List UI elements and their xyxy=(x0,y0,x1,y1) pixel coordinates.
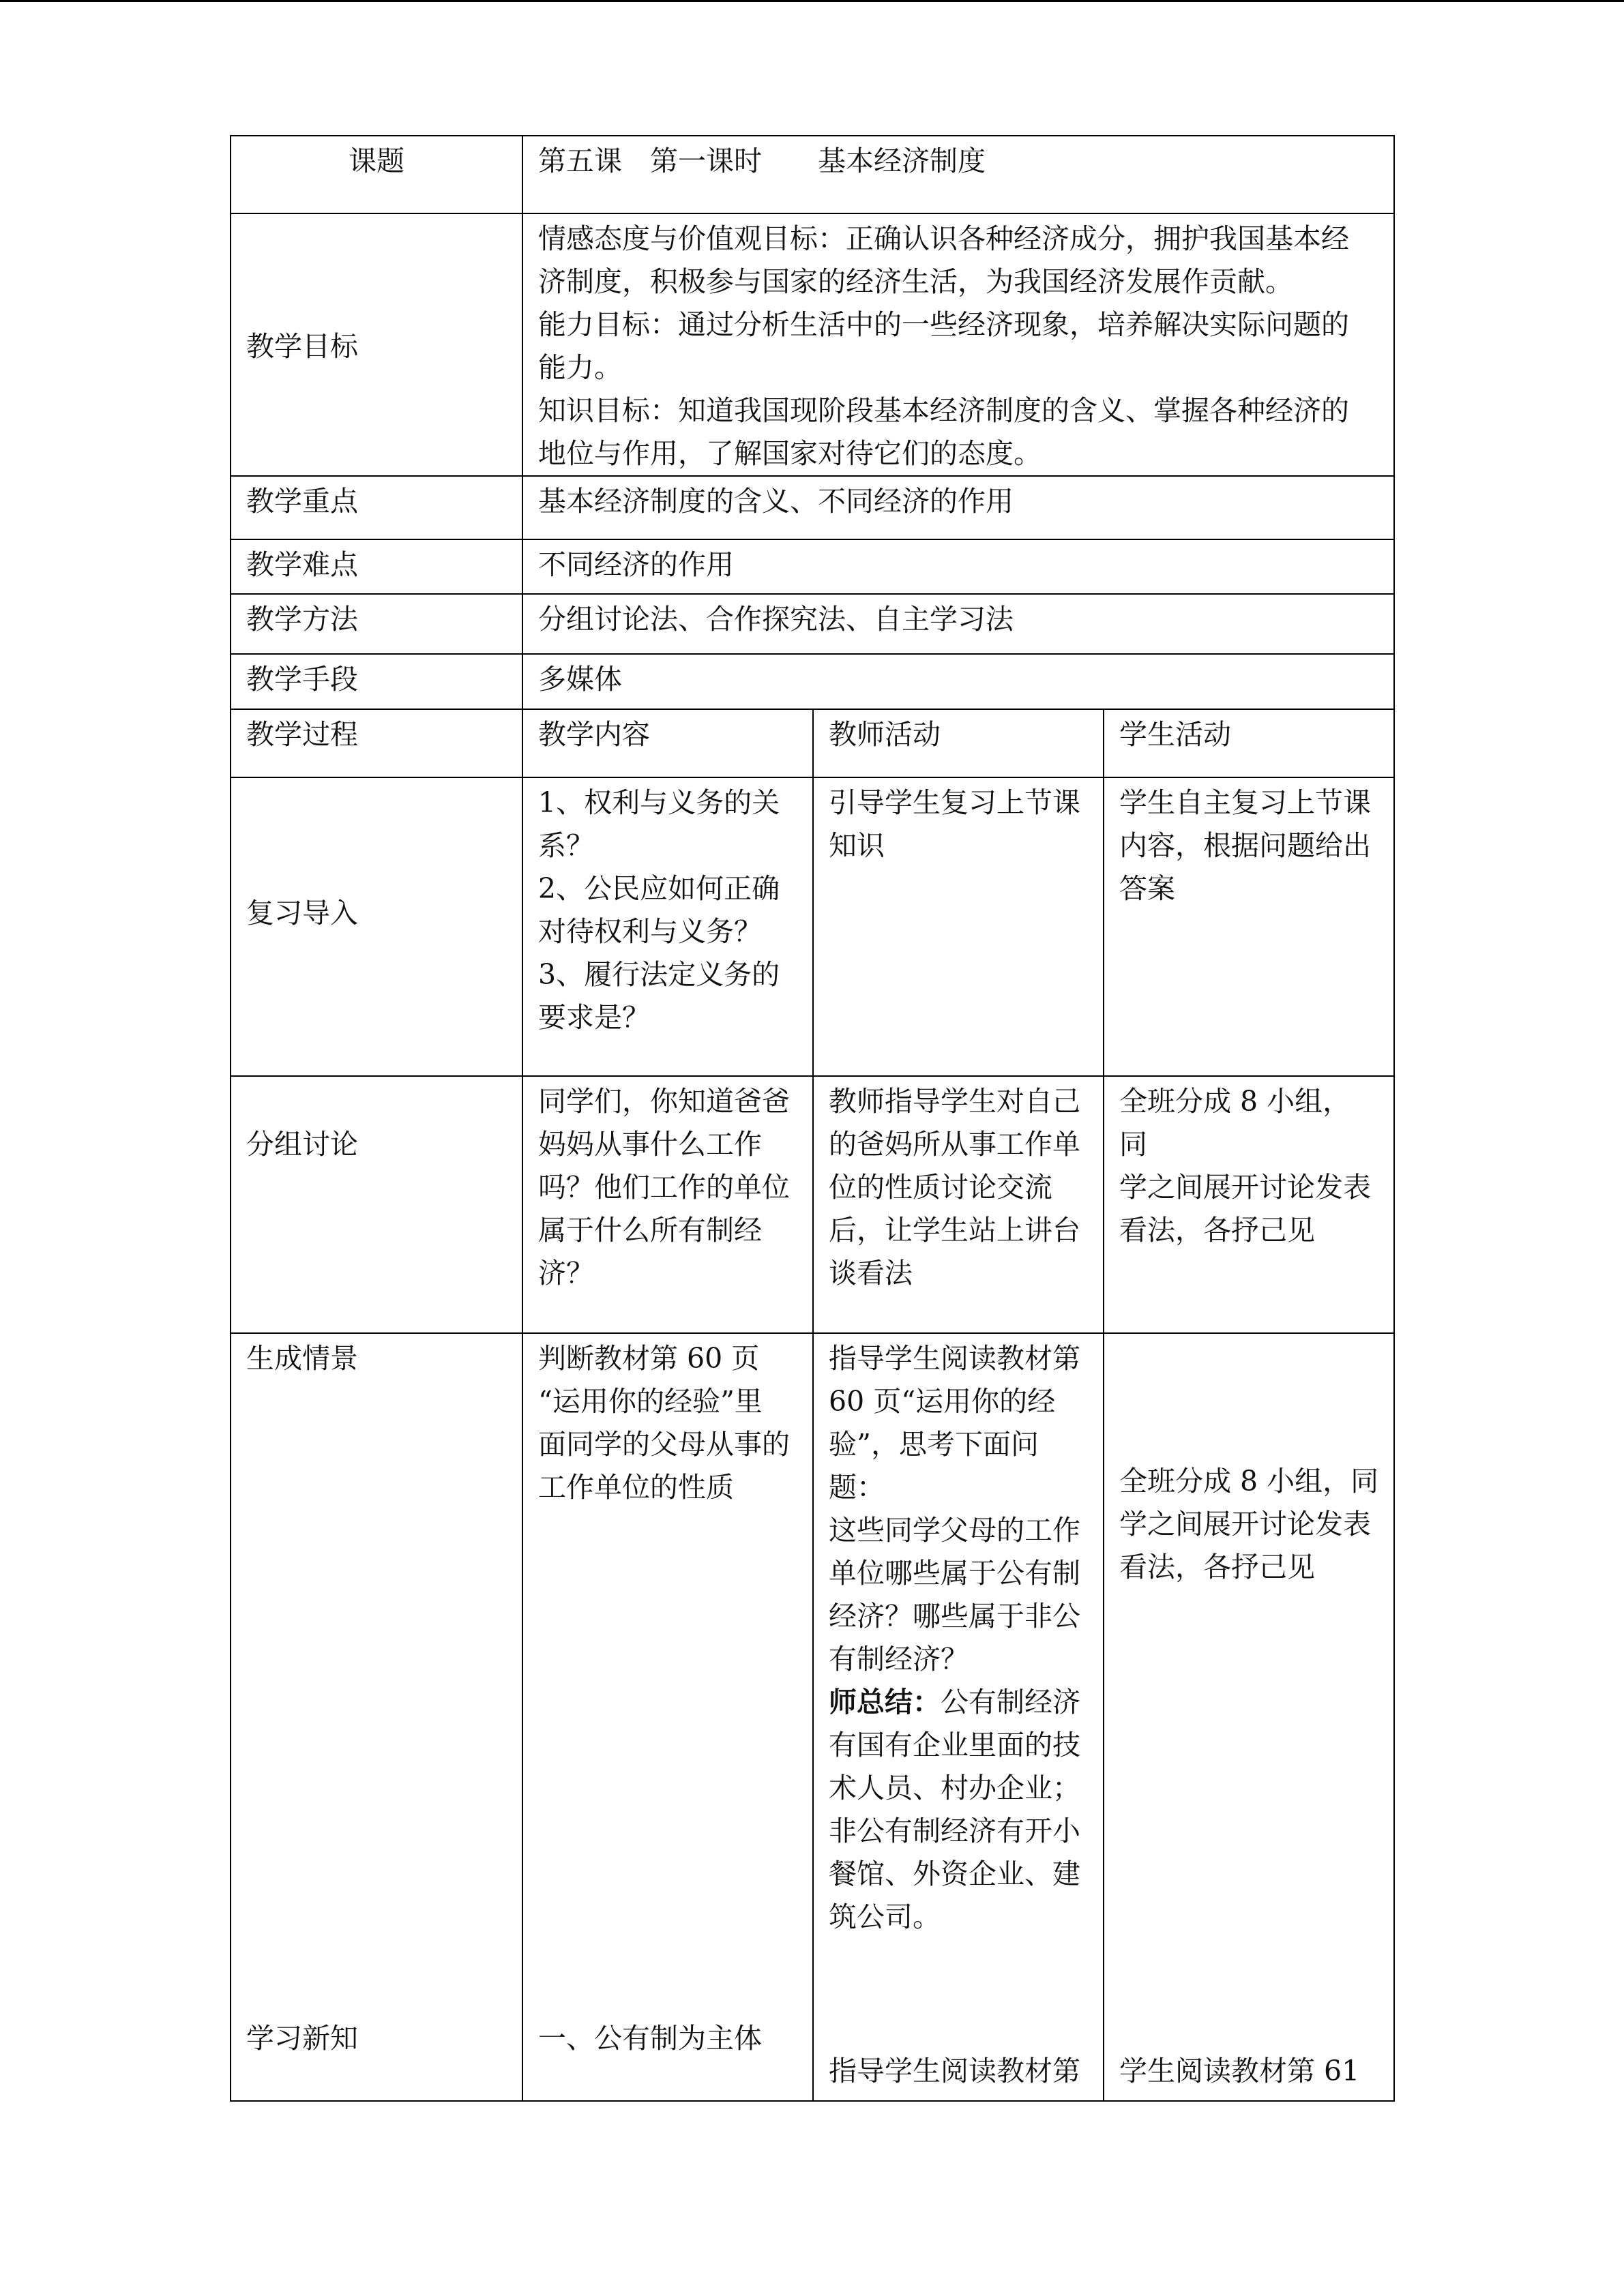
key-points-value: 基本经济制度的含义、不同经济的作用 xyxy=(522,476,1394,539)
difficulties-value: 不同经济的作用 xyxy=(522,539,1394,594)
row-goals xyxy=(231,213,1394,476)
review-teacher xyxy=(813,777,1104,1076)
row-scenario xyxy=(231,1333,1394,2101)
summary-label: 师总结： xyxy=(829,1686,941,1718)
scenario-teacher-line: 单位哪些属于公有制 xyxy=(829,1557,1080,1590)
scenario-teacher-line: 指导学生阅读教材第 xyxy=(829,1342,1080,1375)
goals-label: 教学目标 xyxy=(231,213,522,476)
group-student-line: 全班分成 8 小组，同 xyxy=(1119,1085,1351,1161)
summary-line xyxy=(829,1681,1088,1724)
group-student-line: 学之间展开讨论发表 xyxy=(1119,1171,1371,1204)
group-teacher-line: 后，让学生站上讲台 xyxy=(829,1214,1080,1247)
review-student-line: 内容，根据问题给出 xyxy=(1119,829,1371,862)
row-methods xyxy=(231,594,1394,654)
summary-line: 有国有企业里面的技 xyxy=(829,1729,1080,1761)
teacher-next-line: 指导学生阅读教材第 xyxy=(829,2055,1080,2087)
row-means xyxy=(231,654,1394,709)
goals-line: 济制度，积极参与国家的经济生活，为我国经济发展作贡献。 xyxy=(538,265,1293,298)
goals-text xyxy=(522,213,1394,476)
process-header-col3: 教师活动 xyxy=(813,709,1104,777)
scenario-teacher-line: 60 页“运用你的经 xyxy=(829,1385,1056,1418)
student-next-line: 学生阅读教材第 61 xyxy=(1119,2055,1360,2087)
section-heading: 一、公有制为主体 xyxy=(538,2022,762,2055)
row-topic xyxy=(231,136,1394,213)
means-value: 多媒体 xyxy=(522,654,1394,709)
process-header-col2: 教学内容 xyxy=(522,709,813,777)
scenario-label: 生成情景 xyxy=(246,1342,358,1375)
scenario-student-line: 看法，各抒己见 xyxy=(1119,1551,1315,1583)
scenario-content xyxy=(522,1333,813,2101)
goals-line: 能力目标：通过分析生活中的一些经济现象，培养解决实际问题的 xyxy=(538,308,1349,341)
scenario-content-line: 面同学的父母从事的 xyxy=(538,1428,790,1461)
scenario-content-line: “运用你的经验”里 xyxy=(538,1385,763,1418)
group-teacher xyxy=(813,1076,1104,1333)
group-content-line: 吗？他们工作的单位 xyxy=(538,1171,790,1204)
review-student-line: 学生自主复习上节课 xyxy=(1119,786,1371,819)
summary-line: 筑公司。 xyxy=(829,1900,941,1933)
group-content-line: 同学们，你知道爸爸 xyxy=(538,1085,790,1118)
goals-line: 地位与作用，了解国家对待它们的态度。 xyxy=(538,437,1042,470)
group-content-line: 属于什么所有制经 xyxy=(538,1214,762,1247)
review-content-line: 对待权利与义务？ xyxy=(538,915,762,948)
scenario-student-block xyxy=(1119,1460,1378,1589)
new-knowledge-label: 学习新知 xyxy=(246,2022,358,2055)
review-teacher-line: 引导学生复习上节课 xyxy=(829,786,1080,819)
summary-text: 公有制经济 xyxy=(941,1686,1080,1718)
review-content-line: 2、公民应如何正确 xyxy=(538,872,780,905)
review-teacher-line: 知识 xyxy=(829,829,885,862)
scenario-student-line: 学之间展开讨论发表 xyxy=(1119,1508,1371,1540)
row-difficulties xyxy=(231,539,1394,594)
goals-line: 知识目标：知道我国现阶段基本经济制度的含义、掌握各种经济的 xyxy=(538,394,1349,427)
review-label xyxy=(231,777,522,1076)
goals-line: 能力。 xyxy=(538,351,622,384)
methods-value: 分组讨论法、合作探究法、自主学习法 xyxy=(522,594,1394,654)
group-teacher-line: 谈看法 xyxy=(829,1257,913,1289)
group-content-line: 济？ xyxy=(538,1257,594,1289)
scenario-teacher-line: 题： xyxy=(829,1471,885,1504)
review-content-line: 系？ xyxy=(538,829,594,862)
review-student-line: 答案 xyxy=(1119,872,1175,905)
scenario-teacher-line: 验”，思考下面问 xyxy=(829,1428,1039,1461)
row-key-points xyxy=(231,476,1394,539)
methods-label: 教学方法 xyxy=(231,594,522,654)
scenario-teacher xyxy=(813,1333,1104,2101)
review-student xyxy=(1104,777,1394,1076)
process-header-col4: 学生活动 xyxy=(1104,709,1394,777)
group-label xyxy=(231,1076,522,1333)
row-review xyxy=(231,777,1394,1076)
review-content-line: 3、履行法定义务的 xyxy=(538,958,780,991)
scenario-student-line: 全班分成 8 小组，同 xyxy=(1119,1465,1379,1497)
page-top-border xyxy=(0,0,1624,2)
group-teacher-line: 的爸妈所从事工作单 xyxy=(829,1128,1080,1161)
scenario-label-cell xyxy=(231,1333,522,2101)
summary-line: 非公有制经济有开小 xyxy=(829,1815,1080,1847)
group-content-line: 妈妈从事什么工作 xyxy=(538,1128,762,1161)
row-process-header xyxy=(231,709,1394,777)
review-content-line: 要求是？ xyxy=(538,1001,650,1034)
group-teacher-line: 教师指导学生对自己 xyxy=(829,1085,1080,1118)
process-header-col1: 教学过程 xyxy=(231,709,522,777)
scenario-teacher-line: 有制经济？ xyxy=(829,1643,969,1675)
summary-line: 术人员、村办企业； xyxy=(829,1772,1080,1804)
scenario-content-line: 判断教材第 60 页 xyxy=(538,1342,760,1375)
topic-label: 课题 xyxy=(231,136,522,213)
scenario-student xyxy=(1104,1333,1394,2101)
topic-value: 第五课 第一课时 基本经济制度 xyxy=(522,136,1394,213)
scenario-teacher-line: 这些同学父母的工作 xyxy=(829,1514,1080,1547)
scenario-teacher-line: 经济？哪些属于非公 xyxy=(829,1600,1080,1632)
key-points-label: 教学重点 xyxy=(231,476,522,539)
row-group xyxy=(231,1076,1394,1333)
review-content-line: 1、权利与义务的关 xyxy=(538,786,780,819)
group-teacher-line: 位的性质讨论交流 xyxy=(829,1171,1052,1204)
group-label-text: 分组讨论 xyxy=(246,1128,358,1161)
group-student xyxy=(1104,1076,1394,1333)
difficulties-label: 教学难点 xyxy=(231,539,522,594)
summary-line: 餐馆、外资企业、建 xyxy=(829,1858,1080,1890)
review-content xyxy=(522,777,813,1076)
scenario-content-line: 工作单位的性质 xyxy=(538,1471,734,1504)
review-label-text: 复习导入 xyxy=(246,897,358,929)
group-student-line: 看法，各抒己见 xyxy=(1119,1214,1315,1247)
lesson-plan-table xyxy=(230,135,1395,2102)
means-label: 教学手段 xyxy=(231,654,522,709)
group-content xyxy=(522,1076,813,1333)
goals-line: 情感态度与价值观目标：正确认识各种经济成分，拥护我国基本经 xyxy=(538,222,1349,255)
